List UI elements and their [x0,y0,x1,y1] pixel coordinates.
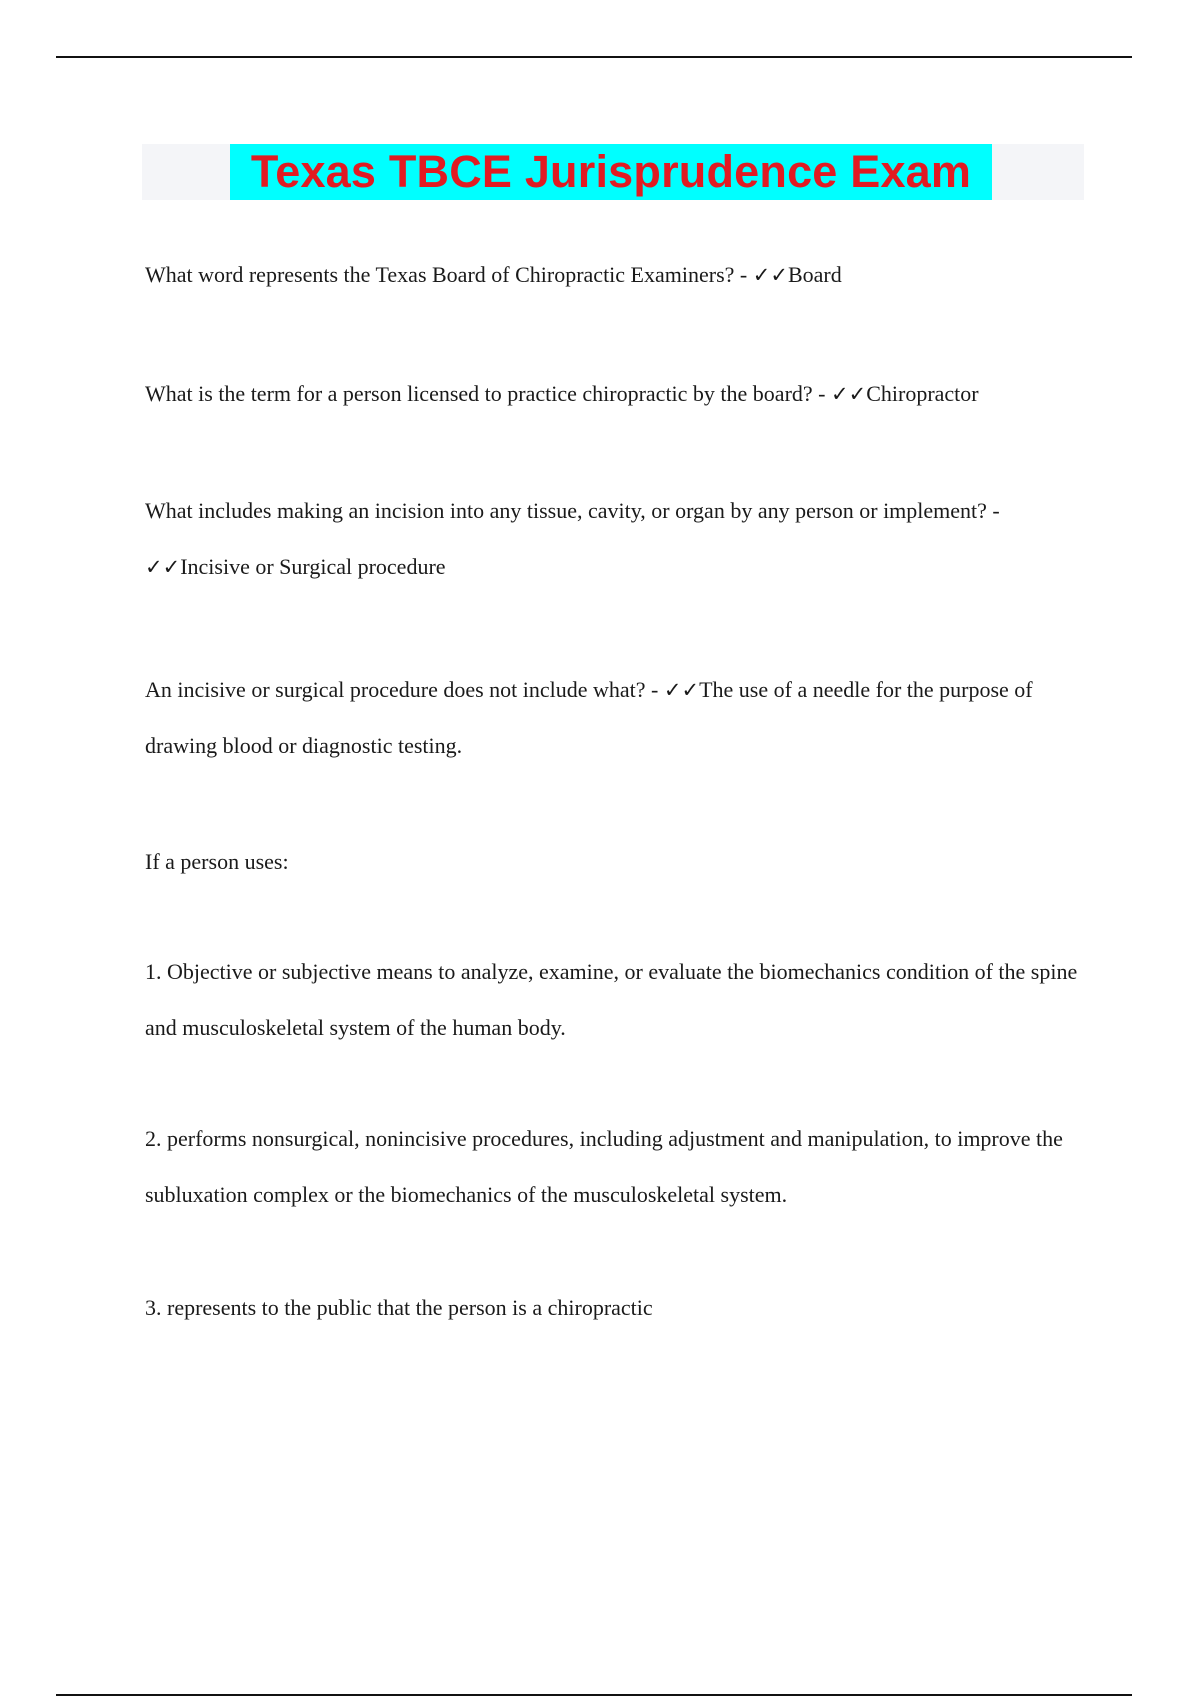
question-text: What word represents the Texas Board of Chiropractic Examiners? - [145,262,753,287]
question-text: What is the term for a person licensed to practice chiropractic by the board? - [145,381,831,406]
top-rule [56,56,1132,58]
paragraph-item-3: 3. represents to the public that the person is a chiropractic [145,1295,653,1320]
title-highlight [230,144,992,200]
check-mark-icon: ✓✓ [145,555,181,579]
paragraph-item-1: 1. Objective or subjective means to analyze, examine, or evaluate the biomechanics condition of the spine and musculoskeletal system of the human body. [145,959,1078,1040]
answer-text: Incisive or Surgical procedure [180,554,446,579]
answer-text: Chiropractor [866,381,979,406]
check-mark-icon: ✓✓ [663,678,700,702]
qa-item-4 [145,662,1095,774]
document-title: Texas TBCE Jurisprudence Exam [250,146,972,197]
paragraph-intro: If a person uses: [145,849,289,874]
check-mark-icon: ✓✓ [752,263,788,287]
question-text: What includes making an incision into any tissue, cavity, or organ by any person or implement? - [145,498,1000,523]
qa-item-3 [145,483,1095,595]
answer-text: Board [787,262,842,287]
answer-text: The use of a needle for the purpose of drawing blood or diagnostic testing. [145,677,1033,758]
qa-item-1 [145,247,1095,303]
bottom-rule [56,1694,1132,1696]
paragraph-item-2: 2. performs nonsurgical, nonincisive procedures, including adjustment and manipulation, to improve the subluxation complex or the biomechanics of the musculoskeletal system. [145,1126,1063,1207]
check-mark-icon: ✓✓ [831,382,867,406]
qa-item-2 [145,366,1095,422]
question-text: An incisive or surgical procedure does not include what? - [145,677,664,702]
